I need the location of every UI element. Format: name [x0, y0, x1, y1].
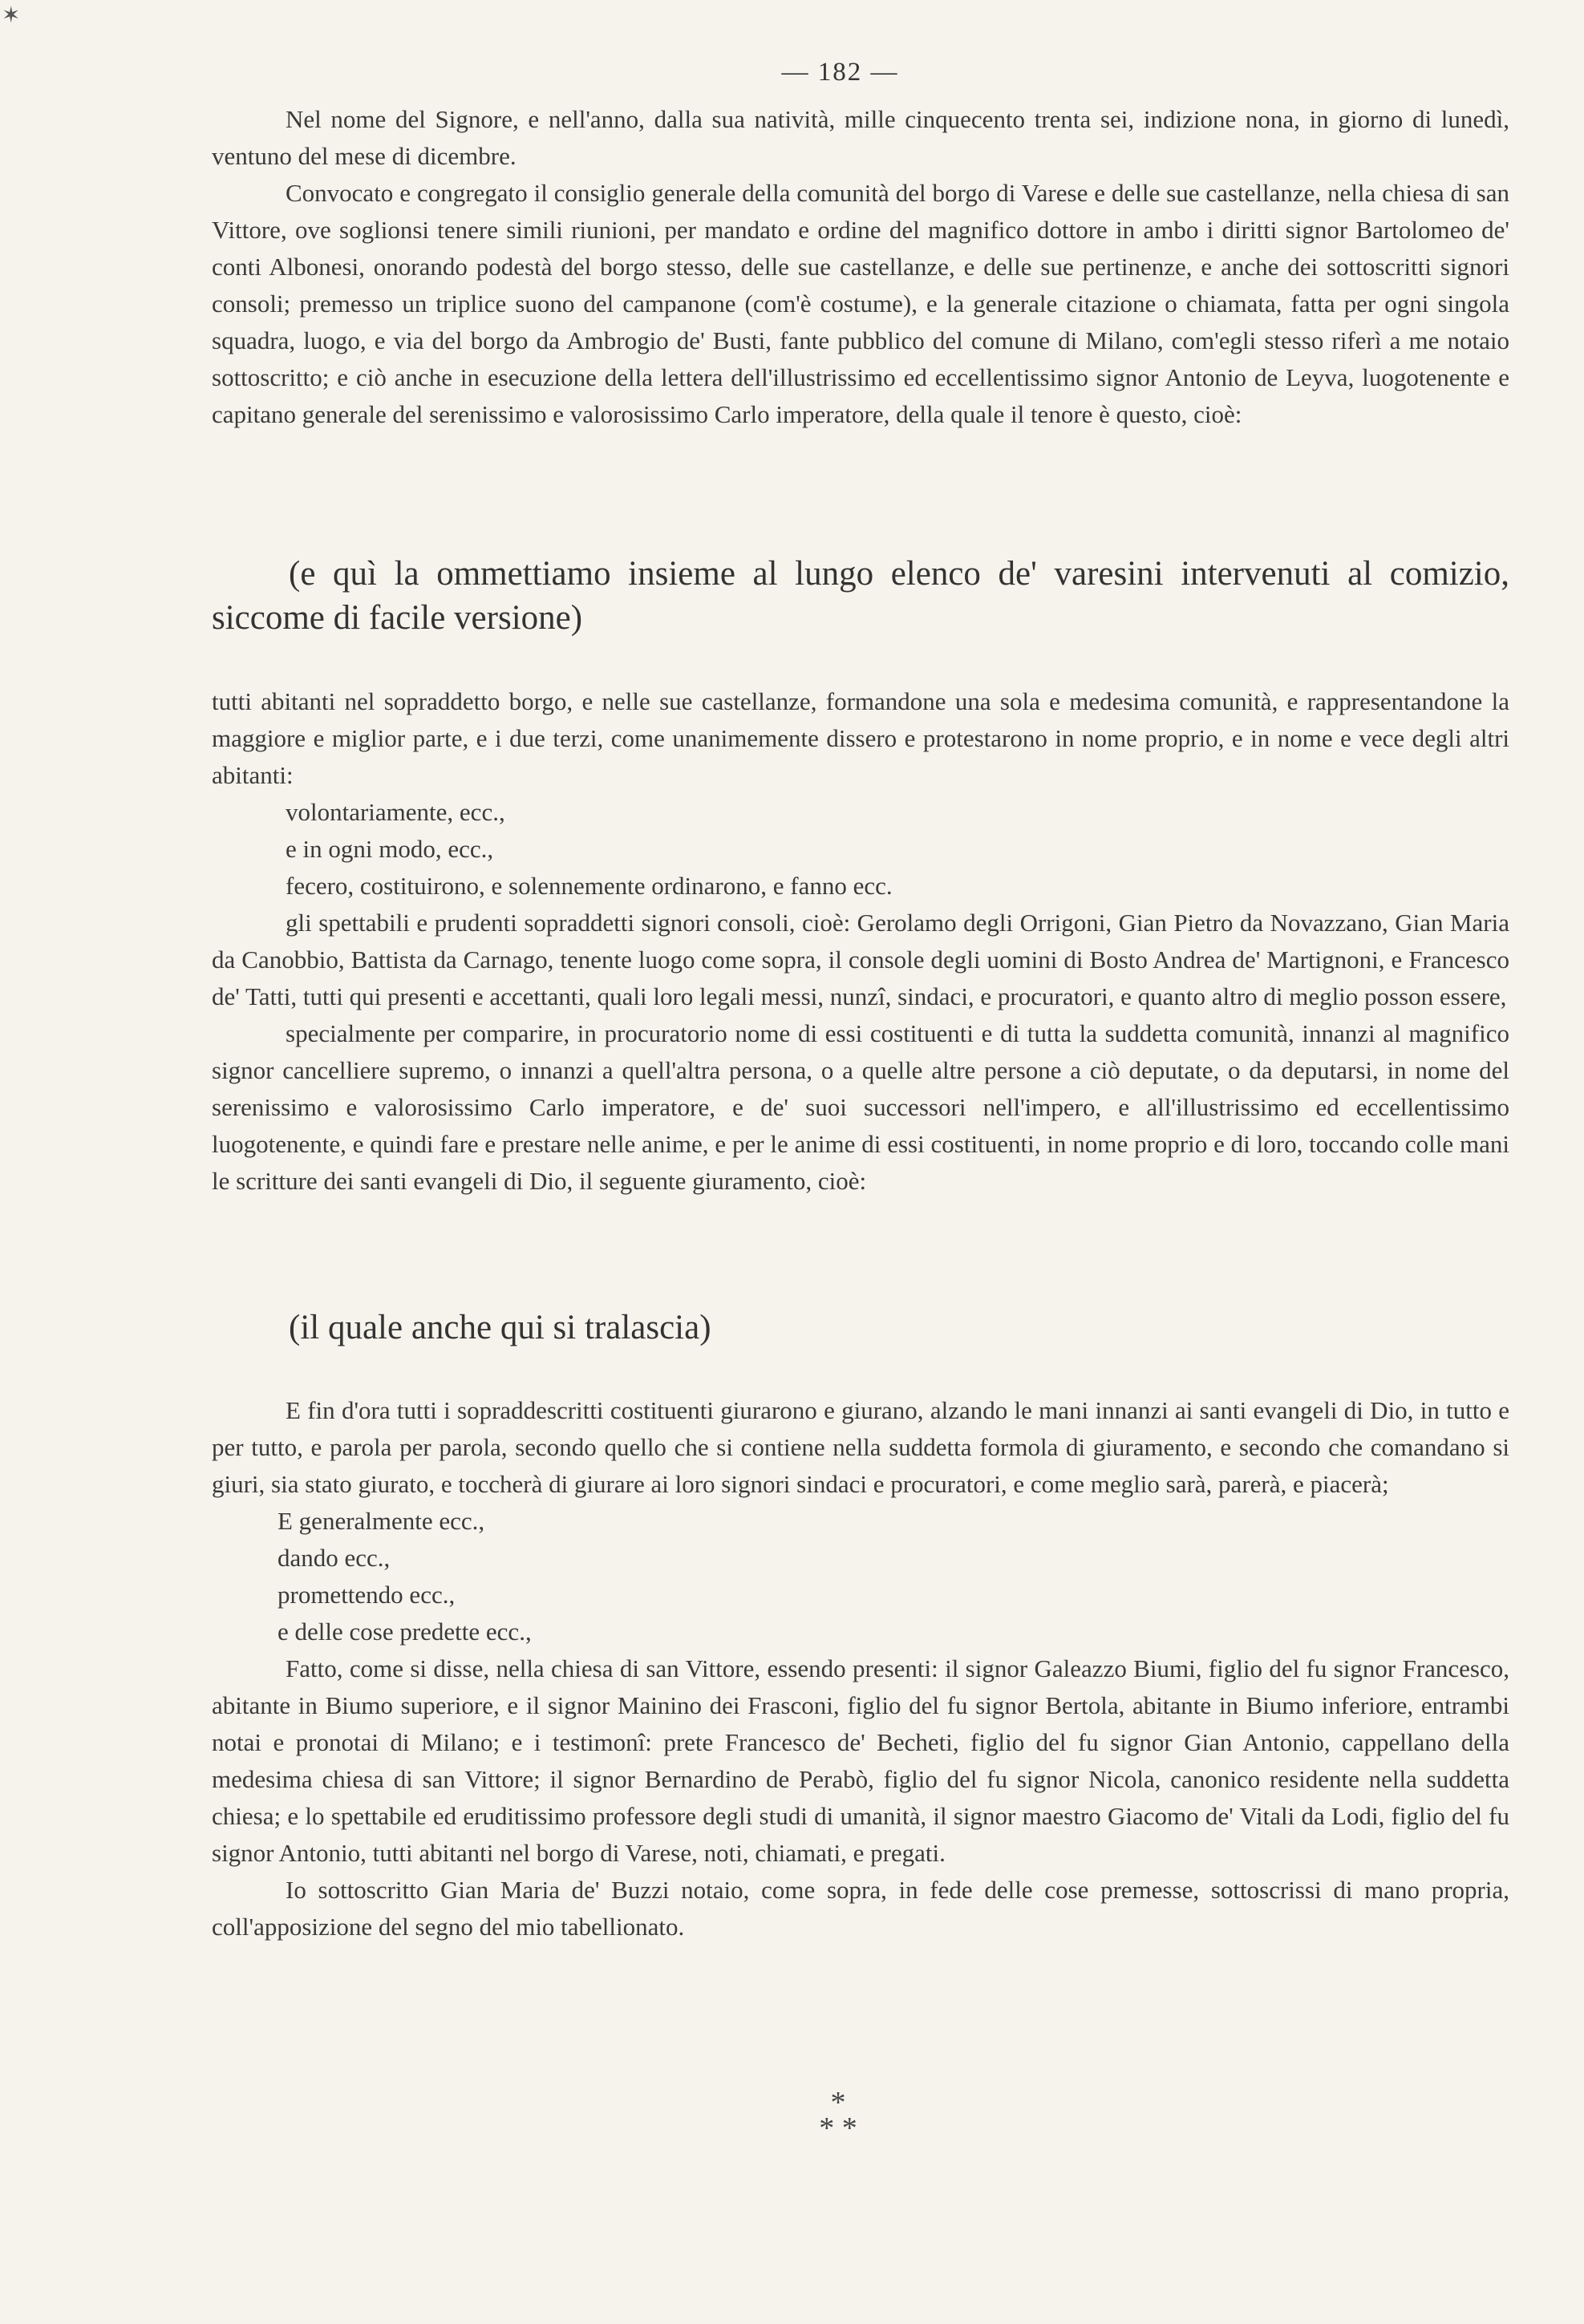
paragraph-convocation: Convocato e congregato il consiglio generale della comunità del borgo di Varese e delle sue castellanze, nella chiesa di san Vittore, ove soglionsi tenere simili riunioni, per mandato e ordine del magnifico dottore in ambo i diritti signor Bartolomeo de' conti Albonesi, onorando podestà del borgo stesso, delle sue castellanze, e delle sue pertinenze, e anche dei sottoscritti signori consoli; premesso un triplice suono del campanone (com'è costume), e la generale citazione o chiamata, fatta per ogni singola squadra, luogo, e via del borgo da Ambrogio de' Busti, fante pubblico del comune di Milano, com'egli stesso riferì a me notaio sottoscritto; e ciò anche in esecuzione della lettera dell'illustrissimo ed eccellentissimo signor Antonio de Leyva, luogotenente e capitano generale del serenissimo e valorosissimo Carlo imperatore, della quale il tenore è questo, cioè: — [212, 179, 1509, 428]
formula-line: e in ogni modo, ecc., — [286, 835, 494, 863]
paragraph-consuls: gli spettabili e prudenti sopraddetti signori consoli, cioè: Gerolamo degli Orrigoni, Gian Pietro da Novazzano, Gian Maria da Canobbio, Battista da Carnago, tenente luogo come sopra, il console degli uomini di Bosto Andrea de' Martignoni, e Francesco de' Tatti, tutti qui presenti e accettanti, quali loro legali messi, nunzî, sindaci, e procuratori, e quanto altro di meglio posson essere, — [212, 909, 1509, 1010]
mandate-section — [212, 683, 1509, 1200]
formula-line: volontariamente, ecc., — [286, 798, 505, 826]
formula-line: dando ecc., — [278, 1544, 391, 1572]
opening-section — [212, 101, 1509, 433]
editorial-note-omission: (e quì la ommettiamo insieme al lungo elenco de' varesini intervenuti al comizio, siccome di facile versione) — [212, 555, 1509, 637]
paragraph-notary-signature: Io sottoscritto Gian Maria de' Buzzi notaio, come sopra, in fede delle cose premesse, sottoscrissi di mano propria, coll'apposizione del segno del mio tabellionato. — [212, 1876, 1509, 1941]
asterism-bottom: * * — [819, 2111, 857, 2145]
asterism-top: * — [830, 2086, 846, 2120]
corner-mark: ✶ — [2, 3, 21, 28]
formula-line: e delle cose predette ecc., — [278, 1617, 532, 1646]
paragraph-sworn: E fin d'ora tutti i sopraddescritti costituenti giurarono e giurano, alzando le mani innanzi ai santi evangeli di Dio, in tutto e per tutto, e parola per parola, secondo quello che si contiene nella suddetta formola di giuramento, e secondo che comandano si giuri, sia stato giurato, e toccherà di giurare ai loro signori sindaci e procuratori, e come meglio sarà, parerà, e piacerà; — [212, 1396, 1509, 1498]
closing-section — [212, 1392, 1509, 1945]
formula-line: promettendo ecc., — [278, 1581, 456, 1609]
formula-line: E generalmente ecc., — [278, 1507, 485, 1535]
paragraph-oath-duty: specialmente per comparire, in procuratorio nome di essi costituenti e di tutta la suddetta comunità, innanzi al magnifico signor cancelliere supremo, o innanzi a quell'altra persona, o a quelle altre persone a ciò deputate, o da deputarsi, in nome del serenissimo e valorosissimo Carlo imperatore, e de' suoi successori nell'impero, e all'illustrissimo ed eccellentissimo luogotenente, e quindi fare e prestare nelle anime, e per le anime di essi costituenti, in nome proprio e di loro, toccando colle mani le scritture dei santi evangeli di Dio, il seguente giuramento, cioè: — [212, 1019, 1509, 1195]
paragraph-date: Nel nome del Signore, e nell'anno, dalla sua natività, mille cinquecento trenta sei, indizione nona, in giorno di lunedì, ventuno del mese di dicembre. — [212, 105, 1509, 170]
formula-line: fecero, costituirono, e solennemente ordinarono, e fanno ecc. — [286, 872, 893, 900]
paragraph-inhabitants: tutti abitanti nel sopraddetto borgo, e nelle sue castellanze, formandone una sola e medesima comunità, e rappresentandone la maggiore e miglior parte, e i due terzi, come unanimemente dissero e protestarono in nome proprio, e in nome e vece degli altri abitanti: — [212, 687, 1509, 789]
paragraph-witnesses: Fatto, come si disse, nella chiesa di san Vittore, essendo presenti: il signor Galeazzo Biumi, figlio del fu signor Francesco, abitante in Biumo superiore, e il signor Mainino dei Frasconi, figlio del fu signor Bertola, abitante in Biumo inferiore, entrambi notai e pronotai di Milano; e i testimonî: prete Francesco de' Becheti, figlio del fu signor Gian Antonio, cappellano della medesima chiesa di san Vittore; il signor Bernardino de Perabò, figlio del fu signor Nicola, canonico residente nella suddetta chiesa; e lo spettabile ed eruditissimo professore degli studi di umanità, il signor maestro Giacomo de' Vitali da Lodi, figlio del fu signor Antonio, tutti abitanti nel borgo di Varese, noti, chiamati, e pregati. — [212, 1654, 1509, 1867]
page-number: — 182 — — [781, 58, 899, 87]
editorial-note-oath: (il quale anche qui si tralascia) — [289, 1309, 711, 1346]
